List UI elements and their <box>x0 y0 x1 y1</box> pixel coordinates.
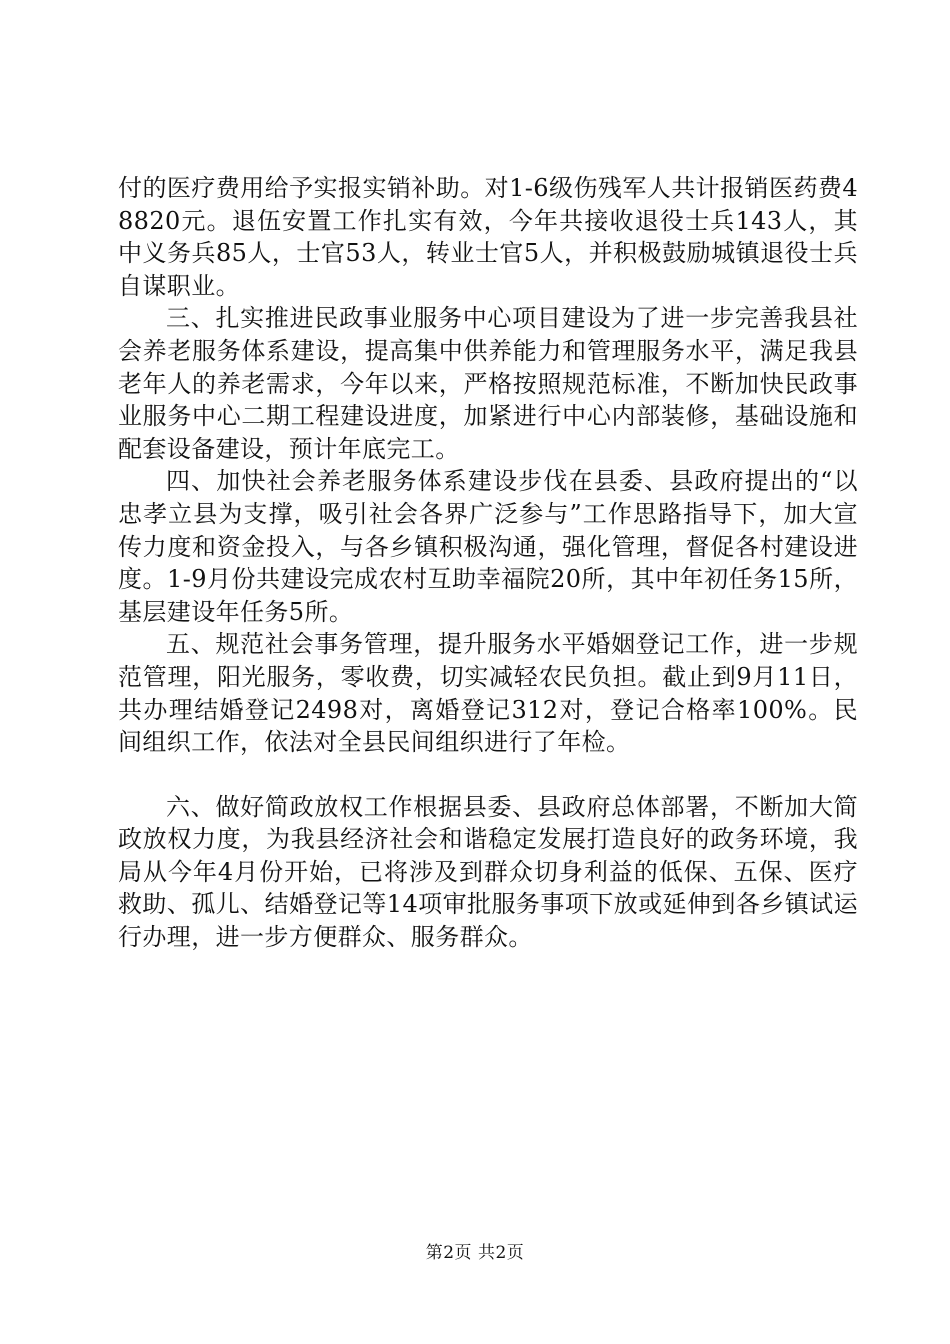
paragraph-section-4: 四、加快社会养老服务体系建设步伐在县委、县政府提出的“以忠孝立县为支撑，吸引社会各界广泛参与”工作思路指导下，加大宣传力度和资金投入，与各乡镇积极沟通，强化管理，督促各村建设进度。1-9月份共建设完成农村互助幸福院20所，其中年初任务15所，基层建设年任务5所。 <box>118 467 858 626</box>
paragraph-section-3: 三、扎实推进民政事业服务中心项目建设为了进一步完善我县社会养老服务体系建设，提高集中供养能力和管理服务水平，满足我县老年人的养老需求，今年以来，严格按照规范标准，不断加快民政事业服务中心二期工程建设进度，加紧进行中心内部装修，基础设施和配套设备建设，预计年底完工。 <box>118 304 858 463</box>
paragraph-section-6: 六、做好简政放权工作根据县委、县政府总体部署，不断加大简政放权力度，为我县经济社会和谐稳定发展打造良好的政务环境，我局从今年4月份开始，已将涉及到群众切身利益的低保、五保、医疗救助、孤儿、结婚登记等14项审批服务事项下放或延伸到各乡镇试运行办理，进一步方便群众、服务群众。 <box>118 792 858 952</box>
paragraph-continuation: 付的医疗费用给予实报实销补助。对1-6级伤残军人共计报销医药费48820元。退伍安置工作扎实有效，今年共接收退役士兵143人，其中义务兵85人，士官53人，转业士官5人，并积极鼓励城镇退役士兵自谋职业。 <box>118 174 858 300</box>
paragraph-section-5: 五、规范社会事务管理，提升服务水平婚姻登记工作，进一步规范管理，阳光服务，零收费，切实减轻农民负担。截止到9月11日，共办理结婚登记2498对，离婚登记312对，登记合格率100%。民间组织工作，依法对全县民间组织进行了年检。 <box>118 630 858 757</box>
page-footer: 第2页 共2页 <box>425 1243 525 1263</box>
document-body <box>118 172 858 954</box>
